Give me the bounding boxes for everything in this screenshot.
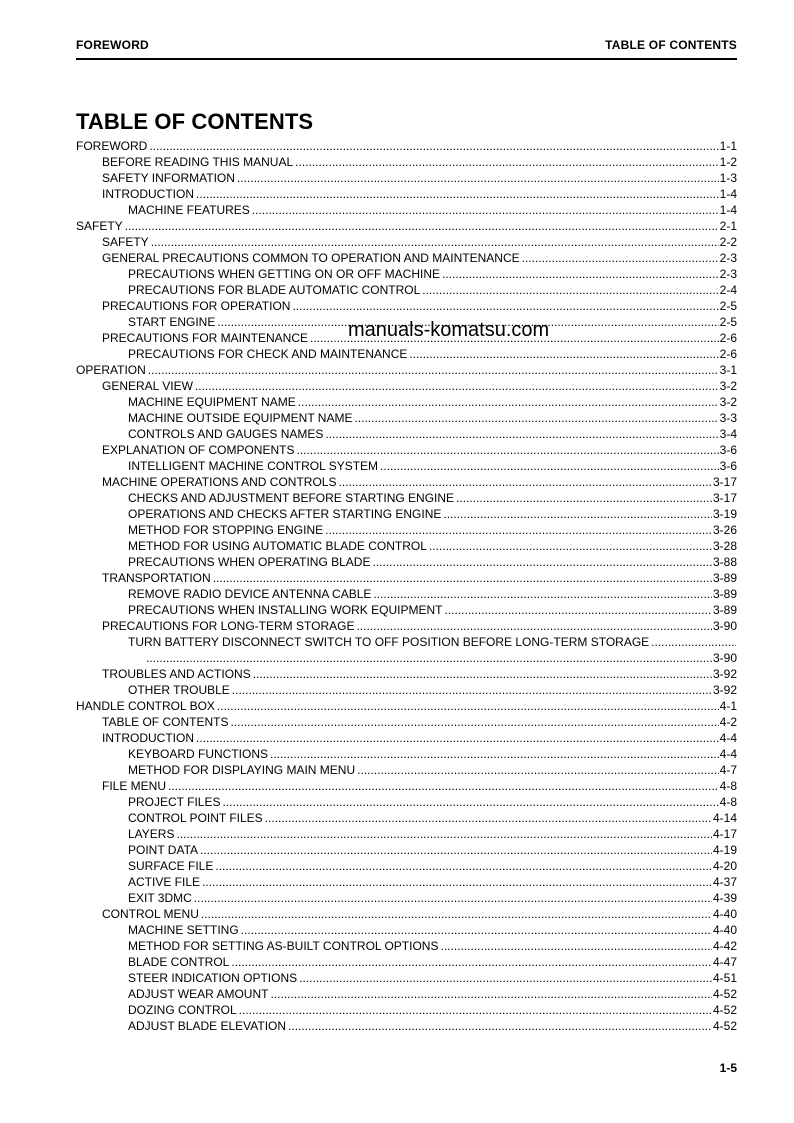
toc-entry-title: PRECAUTIONS WHEN INSTALLING WORK EQUIPMENT xyxy=(128,603,443,617)
toc-entry[interactable] xyxy=(76,906,737,922)
toc-leader-dots xyxy=(195,378,719,394)
toc-leader-dots xyxy=(196,730,719,746)
toc-entry-title: GENERAL PRECAUTIONS COMMON TO OPERATION AND MAINTENANCE xyxy=(102,251,520,265)
toc-entry-page: 2-5 xyxy=(719,299,737,313)
header-page-label: TABLE OF CONTENTS xyxy=(605,38,737,52)
toc-entry[interactable] xyxy=(76,954,737,970)
toc-leader-dots xyxy=(357,762,719,778)
toc-entry-title: METHOD FOR SETTING AS-BUILT CONTROL OPTIONS xyxy=(128,939,439,953)
toc-leader-dots xyxy=(409,346,718,362)
page-number: 1-5 xyxy=(719,1061,737,1075)
toc-entry[interactable] xyxy=(76,282,737,298)
toc-leader-dots xyxy=(196,186,719,202)
toc-leader-dots xyxy=(253,666,712,682)
toc-entry[interactable] xyxy=(76,346,737,362)
toc-entry[interactable] xyxy=(76,458,737,474)
toc-entry[interactable] xyxy=(76,858,737,874)
toc-entry-page: 4-19 xyxy=(712,843,737,857)
toc-leader-dots xyxy=(298,394,719,410)
toc-entry-title: CONTROL MENU xyxy=(102,907,199,921)
toc-entry-page: 4-2 xyxy=(719,715,737,729)
toc-entry-page: 4-42 xyxy=(712,939,737,953)
toc-entry-title: TABLE OF CONTENTS xyxy=(102,715,229,729)
toc-entry[interactable] xyxy=(76,618,737,634)
toc-entry[interactable] xyxy=(76,362,737,378)
toc-entry-title: SAFETY xyxy=(76,219,123,233)
toc-leader-dots xyxy=(230,714,718,730)
toc-entry-title: BLADE CONTROL xyxy=(128,955,230,969)
toc-leader-dots xyxy=(202,874,712,890)
toc-entry[interactable] xyxy=(76,186,737,202)
toc-entry-page: 4-40 xyxy=(712,923,737,937)
toc-leader-dots xyxy=(241,922,712,938)
running-header xyxy=(76,38,737,54)
toc-entry-title: REMOVE RADIO DEVICE ANTENNA CABLE xyxy=(128,587,372,601)
toc-entry-title: INTRODUCTION xyxy=(102,731,194,745)
toc-leader-dots xyxy=(292,298,718,314)
toc-entry[interactable] xyxy=(76,538,737,554)
toc-leader-dots xyxy=(422,282,718,298)
toc-entry-title: ADJUST WEAR AMOUNT xyxy=(128,987,269,1001)
toc-entry[interactable] xyxy=(76,986,737,1002)
toc-leader-dots xyxy=(231,954,712,970)
toc-entry-page: 3-6 xyxy=(719,443,737,457)
toc-leader-dots xyxy=(444,602,711,618)
toc-entry-page: 3-3 xyxy=(719,411,737,425)
toc-leader-dots xyxy=(442,266,719,282)
toc-entry[interactable] xyxy=(76,250,737,266)
toc-entry-title: CONTROLS AND GAUGES NAMES xyxy=(128,427,324,441)
toc-leader-dots xyxy=(237,170,719,186)
toc-entry-title: PRECAUTIONS FOR LONG-TERM STORAGE xyxy=(102,619,355,633)
toc-entry[interactable] xyxy=(76,410,737,426)
toc-entry-title: PRECAUTIONS FOR OPERATION xyxy=(102,299,291,313)
toc-leader-dots xyxy=(372,554,711,570)
toc-entry-page: 3-92 xyxy=(712,683,737,697)
toc-entry-page: 3-28 xyxy=(712,539,737,553)
toc-entry-title: POINT DATA xyxy=(128,843,199,857)
toc-entry-title: STEER INDICATION OPTIONS xyxy=(128,971,298,985)
toc-leader-dots xyxy=(299,970,712,986)
toc-entry-title: INTELLIGENT MACHINE CONTROL SYSTEM xyxy=(128,459,379,473)
toc-entry-title: TROUBLES AND ACTIONS xyxy=(102,667,251,681)
toc-entry[interactable] xyxy=(76,586,737,602)
toc-entry[interactable] xyxy=(76,874,737,890)
toc-entry[interactable] xyxy=(76,634,737,650)
toc-entry-title: START ENGINE xyxy=(128,315,216,329)
toc-entry[interactable] xyxy=(76,890,737,906)
toc-entry-page: 2-3 xyxy=(719,251,737,265)
toc-entry-page: 3-19 xyxy=(712,507,737,521)
toc-leader-dots xyxy=(239,1002,712,1018)
toc-entry[interactable] xyxy=(76,778,737,794)
toc-entry-page: 3-17 xyxy=(712,491,737,505)
toc-entry-page: 3-2 xyxy=(719,395,737,409)
toc-entry[interactable] xyxy=(76,1002,737,1018)
toc-entry[interactable] xyxy=(76,730,737,746)
toc-entry[interactable] xyxy=(76,698,737,714)
toc-leader-dots xyxy=(295,154,719,170)
toc-leader-dots xyxy=(200,842,712,858)
toc-entry-page: 3-1 xyxy=(719,363,737,377)
toc-entry-page: 1-2 xyxy=(719,155,737,169)
toc-entry-title: METHOD FOR STOPPING ENGINE xyxy=(128,523,324,537)
watermark: manuals-komatsu.com xyxy=(348,319,550,341)
toc-entry-title: SAFETY xyxy=(102,235,149,249)
toc-entry[interactable] xyxy=(76,794,737,810)
toc-entry-page: 1-1 xyxy=(719,139,737,153)
toc-leader-dots xyxy=(148,362,719,378)
toc-leader-dots xyxy=(265,810,712,826)
toc-entry-page: 4-1 xyxy=(719,699,737,713)
toc-leader-dots xyxy=(215,858,712,874)
toc-entry-page: 2-6 xyxy=(719,347,737,361)
toc-leader-dots xyxy=(213,570,712,586)
toc-entry[interactable] xyxy=(76,522,737,538)
toc-entry-page: 3-6 xyxy=(719,459,737,473)
toc-leader-dots xyxy=(338,474,711,490)
toc-entry-title: TURN BATTERY DISCONNECT SWITCH TO OFF POSITION BEFORE LONG-TERM STORAGE xyxy=(128,635,650,649)
toc-entry[interactable] xyxy=(76,970,737,986)
toc-entry-page: 4-4 xyxy=(719,731,737,745)
toc-leader-dots xyxy=(440,938,711,954)
toc-entry-page: 4-40 xyxy=(712,907,737,921)
toc-entry[interactable] xyxy=(76,554,737,570)
toc-entry[interactable] xyxy=(76,762,737,778)
toc-entry-title: BEFORE READING THIS MANUAL xyxy=(102,155,294,169)
toc-leader-dots xyxy=(146,650,712,666)
toc-leader-dots xyxy=(151,234,719,250)
toc-entry-page: 1-4 xyxy=(719,203,737,217)
toc-entry[interactable] xyxy=(76,650,737,666)
toc-leader-dots xyxy=(252,202,719,218)
toc-entry-title: ADJUST BLADE ELEVATION xyxy=(128,1019,287,1033)
toc-leader-dots xyxy=(217,698,719,714)
toc-leader-dots xyxy=(325,426,718,442)
toc-entry-title: LAYERS xyxy=(128,827,175,841)
toc-leader-dots xyxy=(380,458,719,474)
toc-leader-dots xyxy=(125,218,719,234)
page-title: TABLE OF CONTENTS xyxy=(76,109,314,134)
toc-entry-title: HANDLE CONTROL BOX xyxy=(76,699,215,713)
toc-entry[interactable] xyxy=(76,938,737,954)
toc-entry[interactable] xyxy=(76,602,737,618)
toc-leader-dots xyxy=(443,506,712,522)
toc-entry-title: OTHER TROUBLE xyxy=(128,683,230,697)
toc-entry-title: PRECAUTIONS FOR CHECK AND MAINTENANCE xyxy=(128,347,408,361)
toc-leader-dots xyxy=(356,618,712,634)
toc-entry[interactable] xyxy=(76,442,737,458)
toc-entry-page: 4-8 xyxy=(719,795,737,809)
toc-leader-dots xyxy=(354,410,718,426)
toc-entry[interactable] xyxy=(76,154,737,170)
toc-entry[interactable] xyxy=(76,490,737,506)
toc-entry[interactable] xyxy=(76,666,737,682)
toc-entry-page: 3-4 xyxy=(719,427,737,441)
toc-entry-page: 3-90 xyxy=(712,619,737,633)
toc-entry-page: 3-17 xyxy=(712,475,737,489)
toc-entry-title: OPERATION xyxy=(76,363,146,377)
toc-entry-page: 4-14 xyxy=(712,811,737,825)
toc-leader-dots xyxy=(429,538,712,554)
toc-leader-dots xyxy=(176,826,712,842)
toc-entry-page: 2-4 xyxy=(719,283,737,297)
toc-entry[interactable] xyxy=(76,394,737,410)
toc-entry[interactable] xyxy=(76,714,737,730)
toc-entry-title: CONTROL POINT FILES xyxy=(128,811,263,825)
toc-entry-page: 4-7 xyxy=(719,763,737,777)
toc-entry[interactable] xyxy=(76,202,737,218)
toc-leader-dots xyxy=(270,986,712,1002)
toc-entry-title: PRECAUTIONS WHEN OPERATING BLADE xyxy=(128,555,371,569)
toc-entry[interactable] xyxy=(76,378,737,394)
toc-leader-dots xyxy=(222,794,718,810)
toc-entry[interactable] xyxy=(76,234,737,250)
toc-entry-page: 3-90 xyxy=(712,651,737,665)
toc-entry-page: 4-39 xyxy=(712,891,737,905)
toc-leader-dots xyxy=(296,442,718,458)
toc-entry-page: 4-8 xyxy=(719,779,737,793)
toc-entry[interactable] xyxy=(76,826,737,842)
toc-entry-title: INTRODUCTION xyxy=(102,187,194,201)
toc-entry-title: PRECAUTIONS WHEN GETTING ON OR OFF MACHINE xyxy=(128,267,441,281)
toc-entry-title: METHOD FOR USING AUTOMATIC BLADE CONTROL xyxy=(128,539,427,553)
toc-entry-title: OPERATIONS AND CHECKS AFTER STARTING ENGINE xyxy=(128,507,442,521)
toc-entry[interactable] xyxy=(76,138,737,154)
toc-entry-page: 1-3 xyxy=(719,171,737,185)
header-section-label: FOREWORD xyxy=(76,38,149,52)
toc-entry-title: MACHINE OUTSIDE EQUIPMENT NAME xyxy=(128,411,353,425)
toc-entry-title: PRECAUTIONS FOR BLADE AUTOMATIC CONTROL xyxy=(128,283,421,297)
toc-leader-dots xyxy=(651,634,736,650)
toc-entry[interactable] xyxy=(76,218,737,234)
toc-entry-title: SURFACE FILE xyxy=(128,859,214,873)
toc-entry-page: 3-89 xyxy=(712,587,737,601)
toc-leader-dots xyxy=(194,890,712,906)
toc-entry-title: TRANSPORTATION xyxy=(102,571,211,585)
header-rule xyxy=(76,58,737,60)
toc-leader-dots xyxy=(168,778,719,794)
toc-entry-title: PROJECT FILES xyxy=(128,795,221,809)
toc-entry[interactable] xyxy=(76,298,737,314)
toc-entry-page: 4-47 xyxy=(712,955,737,969)
toc-entry-title: METHOD FOR DISPLAYING MAIN MENU xyxy=(128,763,356,777)
toc-entry[interactable] xyxy=(76,746,737,762)
toc-entry[interactable] xyxy=(76,682,737,698)
toc-entry-page: 3-2 xyxy=(719,379,737,393)
toc-entry[interactable] xyxy=(76,810,737,826)
toc-entry-title: FOREWORD xyxy=(76,139,148,153)
toc-entry-page: 4-20 xyxy=(712,859,737,873)
toc-entry-page: 3-92 xyxy=(712,667,737,681)
toc-entry-title: DOZING CONTROL xyxy=(128,1003,237,1017)
toc-entry-title: EXIT 3DMC xyxy=(128,891,192,905)
toc-entry-page: 3-89 xyxy=(712,571,737,585)
toc-entry[interactable] xyxy=(76,922,737,938)
toc-entry-page: 4-51 xyxy=(712,971,737,985)
toc-entry-title: MACHINE SETTING xyxy=(128,923,239,937)
toc-entry-title: EXPLANATION OF COMPONENTS xyxy=(102,443,295,457)
toc-entry-page: 4-4 xyxy=(719,747,737,761)
toc-leader-dots xyxy=(232,682,712,698)
toc-entry-page: 3-26 xyxy=(712,523,737,537)
toc-entry[interactable] xyxy=(76,474,737,490)
toc-entry-page: 3-88 xyxy=(712,555,737,569)
table-of-contents xyxy=(76,138,737,1034)
toc-leader-dots xyxy=(456,490,712,506)
toc-entry-title: CHECKS AND ADJUSTMENT BEFORE STARTING ENGINE xyxy=(128,491,455,505)
toc-entry[interactable] xyxy=(76,570,737,586)
toc-entry-page: 3-89 xyxy=(712,603,737,617)
toc-entry-page: 4-52 xyxy=(712,987,737,1001)
toc-entry-page: 2-6 xyxy=(719,331,737,345)
toc-entry-title: MACHINE OPERATIONS AND CONTROLS xyxy=(102,475,337,489)
toc-entry-title: MACHINE EQUIPMENT NAME xyxy=(128,395,296,409)
toc-entry[interactable] xyxy=(76,266,737,282)
toc-entry-page: 2-1 xyxy=(719,219,737,233)
toc-entry[interactable] xyxy=(76,842,737,858)
toc-entry-title: GENERAL VIEW xyxy=(102,379,193,393)
toc-entry-title: SAFETY INFORMATION xyxy=(102,171,235,185)
toc-entry-page: 4-17 xyxy=(712,827,737,841)
toc-entry[interactable] xyxy=(76,170,737,186)
toc-entry-title: PRECAUTIONS FOR MAINTENANCE xyxy=(102,331,309,345)
toc-entry-title: ACTIVE FILE xyxy=(128,875,201,889)
toc-entry-page: 4-52 xyxy=(712,1019,737,1033)
toc-entry[interactable] xyxy=(76,1018,737,1034)
toc-entry-page: 2-3 xyxy=(719,267,737,281)
toc-entry-page: 1-4 xyxy=(719,187,737,201)
toc-leader-dots xyxy=(149,138,718,154)
toc-leader-dots xyxy=(270,746,719,762)
toc-entry-page: 4-52 xyxy=(712,1003,737,1017)
toc-entry-page: 2-5 xyxy=(719,315,737,329)
toc-entry[interactable] xyxy=(76,506,737,522)
toc-leader-dots xyxy=(288,1018,712,1034)
toc-leader-dots xyxy=(522,250,719,266)
toc-leader-dots xyxy=(373,586,712,602)
toc-entry-title: MACHINE FEATURES xyxy=(128,203,250,217)
toc-entry-page: 4-37 xyxy=(712,875,737,889)
toc-entry-page: 2-2 xyxy=(719,235,737,249)
toc-leader-dots xyxy=(325,522,712,538)
toc-leader-dots xyxy=(201,906,712,922)
toc-entry-title: KEYBOARD FUNCTIONS xyxy=(128,747,269,761)
toc-entry-title: FILE MENU xyxy=(102,779,167,793)
toc-entry[interactable] xyxy=(76,426,737,442)
